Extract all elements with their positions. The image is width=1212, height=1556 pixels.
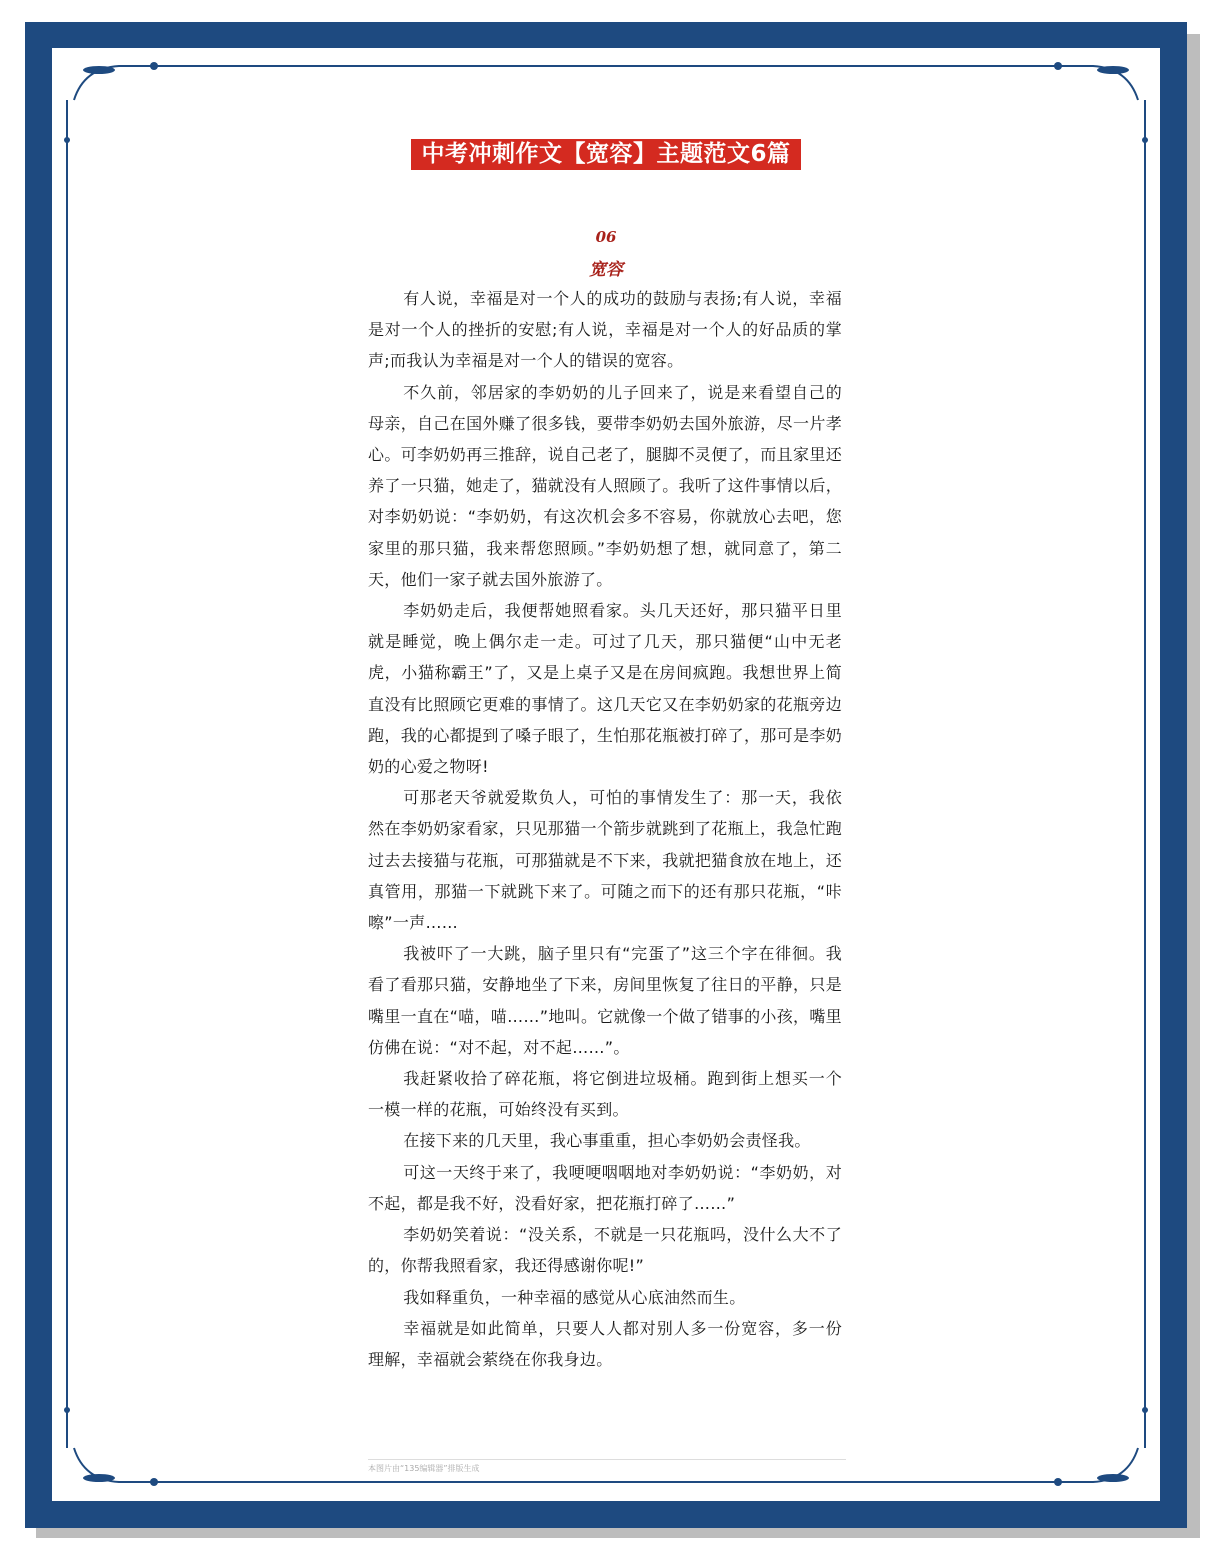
paragraph: 我赶紧收拾了碎花瓶，将它倒进垃圾桶。跑到街上想买一个一模一样的花瓶，可始终没有买到。 (368, 1069, 842, 1120)
paragraph: 幸福就是如此简单，只要人人都对别人多一份宽容，多一份理解，幸福就会萦绕在你我身边。 (368, 1318, 842, 1369)
paragraph: 可那老天爷就爱欺负人，可怕的事情发生了：那一天，我依然在李奶奶家看家，只见那猫一个箭步就跳到了花瓶上，我急忙跑过去去接猫与花瓶，可那猫就是不下来，我就把猫食放在地上，还真管用，那猫一下就跳下来了。可随之而下的还有那只花瓶，“咔嚓”一声…… (368, 788, 842, 933)
page-title: 中考冲刺作文【宽容】主题范文6篇 (411, 139, 800, 170)
paragraph: 不久前，邻居家的李奶奶的儿子回来了，说是来看望自己的母亲，自己在国外赚了很多钱，要带李奶奶去国外旅游，尽一片孝心。可李奶奶再三推辞，说自己老了，腿脚不灵便了，而且家里还养了一只猫，她走了，猫就没有人照顾了。我听了这件事情以后，对李奶奶说：“李奶奶，有这次机会多不容易，你就放心去吧，您家里的那只猫，我来帮您照顾。”李奶奶想了想，就同意了，第二天，他们一家子就去国外旅游了。 (368, 382, 842, 589)
footer-note: 本图片由“135编辑器”排版生成 (368, 1464, 480, 1473)
paragraph: 李奶奶笑着说：“没关系，不就是一只花瓶吗，没什么大不了的，你帮我照看家，我还得感谢你呢!” (368, 1225, 842, 1276)
paragraph: 我如释重负，一种幸福的感觉从心底油然而生。 (403, 1287, 746, 1307)
footer-divider (368, 1459, 846, 1460)
essay-body (368, 283, 842, 1375)
paragraph: 可这一天终于来了，我哽哽咽咽地对李奶奶说：“李奶奶，对不起，都是我不好，没看好家，把花瓶打碎了……” (368, 1162, 842, 1213)
paragraph: 我被吓了一大跳，脑子里只有“完蛋了”这三个字在徘徊。我看了看那只猫，安静地坐了下来，房间里恢复了往日的平静，只是嘴里一直在“喵，喵……”地叫。它就像一个做了错事的小孩，嘴里仿佛在说：“对不起，对不起……”。 (368, 944, 842, 1057)
essay-number: 06 (595, 228, 617, 246)
paragraph: 有人说，幸福是对一个人的成功的鼓励与表扬;有人说，幸福是对一个人的挫折的安慰;有人说，幸福是对一个人的好品质的掌声;而我认为幸福是对一个人的错误的宽容。 (368, 289, 842, 371)
title-container (0, 139, 1212, 170)
paragraph: 李奶奶走后，我便帮她照看家。头几天还好，那只猫平日里就是睡觉，晚上偶尔走一走。可过了几天，那只猫便“山中无老虎，小猫称霸王”了，又是上桌子又是在房间疯跑。我想世界上简直没有比照顾它更难的事情了。这几天它又在李奶奶家的花瓶旁边跑，我的心都提到了嗓子眼了，生怕那花瓶被打碎了，那可是李奶奶的心爱之物呀! (368, 601, 842, 777)
paragraph: 在接下来的几天里，我心事重重，担心李奶奶会责怪我。 (403, 1131, 811, 1151)
essay-subtitle: 宽容 (589, 260, 623, 280)
